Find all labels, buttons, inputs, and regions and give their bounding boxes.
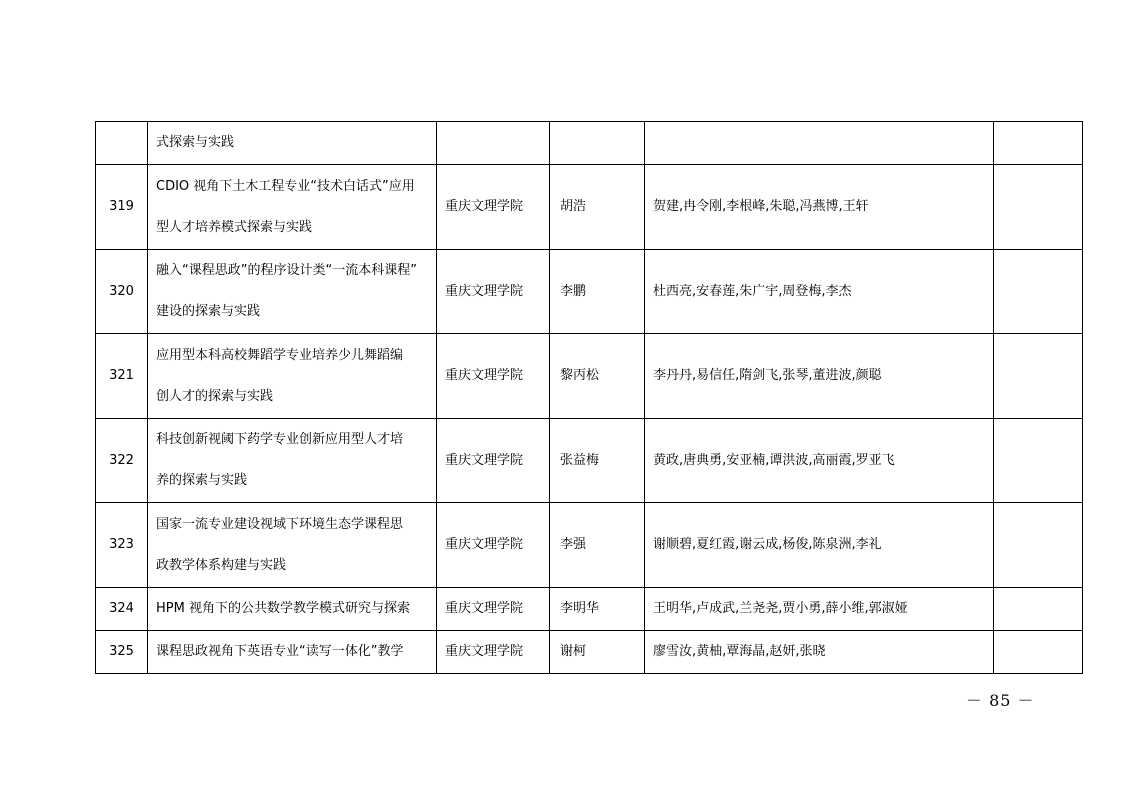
table-body (96, 122, 1083, 674)
project-number-cell: 322 (96, 419, 148, 503)
project-title-cell (148, 334, 437, 419)
remarks-cell (994, 165, 1083, 250)
project-lead-cell: 李鹏 (550, 250, 645, 334)
project-title-line: 式探索与实践 (156, 135, 235, 150)
project-title-cell (148, 631, 437, 674)
project-title-line: 养的探索与实践 (156, 473, 248, 488)
institution-cell: 重庆文理学院 (437, 631, 550, 674)
project-number-cell: 325 (96, 631, 148, 674)
institution-cell: 重庆文理学院 (437, 250, 550, 334)
project-title-line: 建设的探索与实践 (156, 304, 261, 319)
project-title-line: CDIO 视角下土木工程专业“技术白话式”应用 (156, 178, 415, 194)
project-title-cell (148, 588, 437, 631)
project-title-line: 应用型本科高校舞蹈学专业培养少儿舞蹈编 (156, 347, 404, 363)
team-members-cell: 谢顺碧,夏红霞,谢云成,杨俊,陈泉洲,李礼 (645, 503, 994, 588)
project-table (95, 121, 1083, 674)
remarks-cell (994, 588, 1083, 631)
remarks-cell (994, 631, 1083, 674)
project-number-cell (96, 122, 148, 165)
table-row (96, 165, 1083, 250)
team-members-cell (645, 122, 994, 165)
project-lead-cell: 张益梅 (550, 419, 645, 503)
institution-cell: 重庆文理学院 (437, 588, 550, 631)
project-lead-cell: 胡浩 (550, 165, 645, 250)
project-lead-cell: 李明华 (550, 588, 645, 631)
table-row (96, 250, 1083, 334)
remarks-cell (994, 122, 1083, 165)
remarks-cell (994, 250, 1083, 334)
project-title-line: 科技创新视阈下药学专业创新应用型人才培 (156, 432, 404, 447)
project-lead-cell: 李强 (550, 503, 645, 588)
table-row (96, 503, 1083, 588)
institution-cell (437, 122, 550, 165)
table-row (96, 122, 1083, 165)
team-members-cell: 李丹丹,易信任,隋剑飞,张琴,董进波,颜聪 (645, 334, 994, 419)
institution-cell: 重庆文理学院 (437, 503, 550, 588)
project-title-cell (148, 250, 437, 334)
project-lead-cell: 谢柯 (550, 631, 645, 674)
remarks-cell (994, 419, 1083, 503)
project-lead-cell: 黎丙松 (550, 334, 645, 419)
project-lead-cell (550, 122, 645, 165)
project-number-cell: 320 (96, 250, 148, 334)
team-members-cell: 贺建,冉令刚,李根峰,朱聪,冯燕博,王轩 (645, 165, 994, 250)
table-row (96, 631, 1083, 674)
project-number-cell: 321 (96, 334, 148, 419)
team-members-cell: 黄政,唐典勇,安亚楠,谭洪波,高丽霞,罗亚飞 (645, 419, 994, 503)
project-title-line: 融入“课程思政”的程序设计类“一流本科课程” (156, 263, 417, 278)
remarks-cell (994, 503, 1083, 588)
project-title-cell (148, 122, 437, 165)
project-title-cell (148, 165, 437, 250)
project-title-line: 政教学体系构建与实践 (156, 557, 287, 573)
project-number-cell: 319 (96, 165, 148, 250)
institution-cell: 重庆文理学院 (437, 334, 550, 419)
project-title-line: HPM 视角下的公共数学教学模式研究与探索 (156, 601, 410, 616)
table-row (96, 334, 1083, 419)
team-members-cell: 王明华,卢成武,兰尧尧,贾小勇,薛小维,郭淑娅 (645, 588, 994, 631)
project-number-cell: 324 (96, 588, 148, 631)
page-number: － 85 － (966, 691, 1035, 710)
team-members-cell: 廖雪汝,黄柚,覃海晶,赵妍,张晓 (645, 631, 994, 674)
project-title-line: 型人才培养模式探索与实践 (156, 219, 313, 235)
project-title-line: 国家一流专业建设视域下环境生态学课程思 (156, 516, 404, 532)
table-row (96, 588, 1083, 631)
institution-cell: 重庆文理学院 (437, 165, 550, 250)
project-number-cell: 323 (96, 503, 148, 588)
remarks-cell (994, 334, 1083, 419)
project-title-line: 课程思政视角下英语专业“读写一体化”教学 (156, 644, 404, 659)
project-title-line: 创人才的探索与实践 (156, 388, 274, 404)
institution-cell: 重庆文理学院 (437, 419, 550, 503)
project-title-cell (148, 419, 437, 503)
project-title-cell (148, 503, 437, 588)
table-row (96, 419, 1083, 503)
team-members-cell: 杜西亮,安春莲,朱广宇,周登梅,李杰 (645, 250, 994, 334)
